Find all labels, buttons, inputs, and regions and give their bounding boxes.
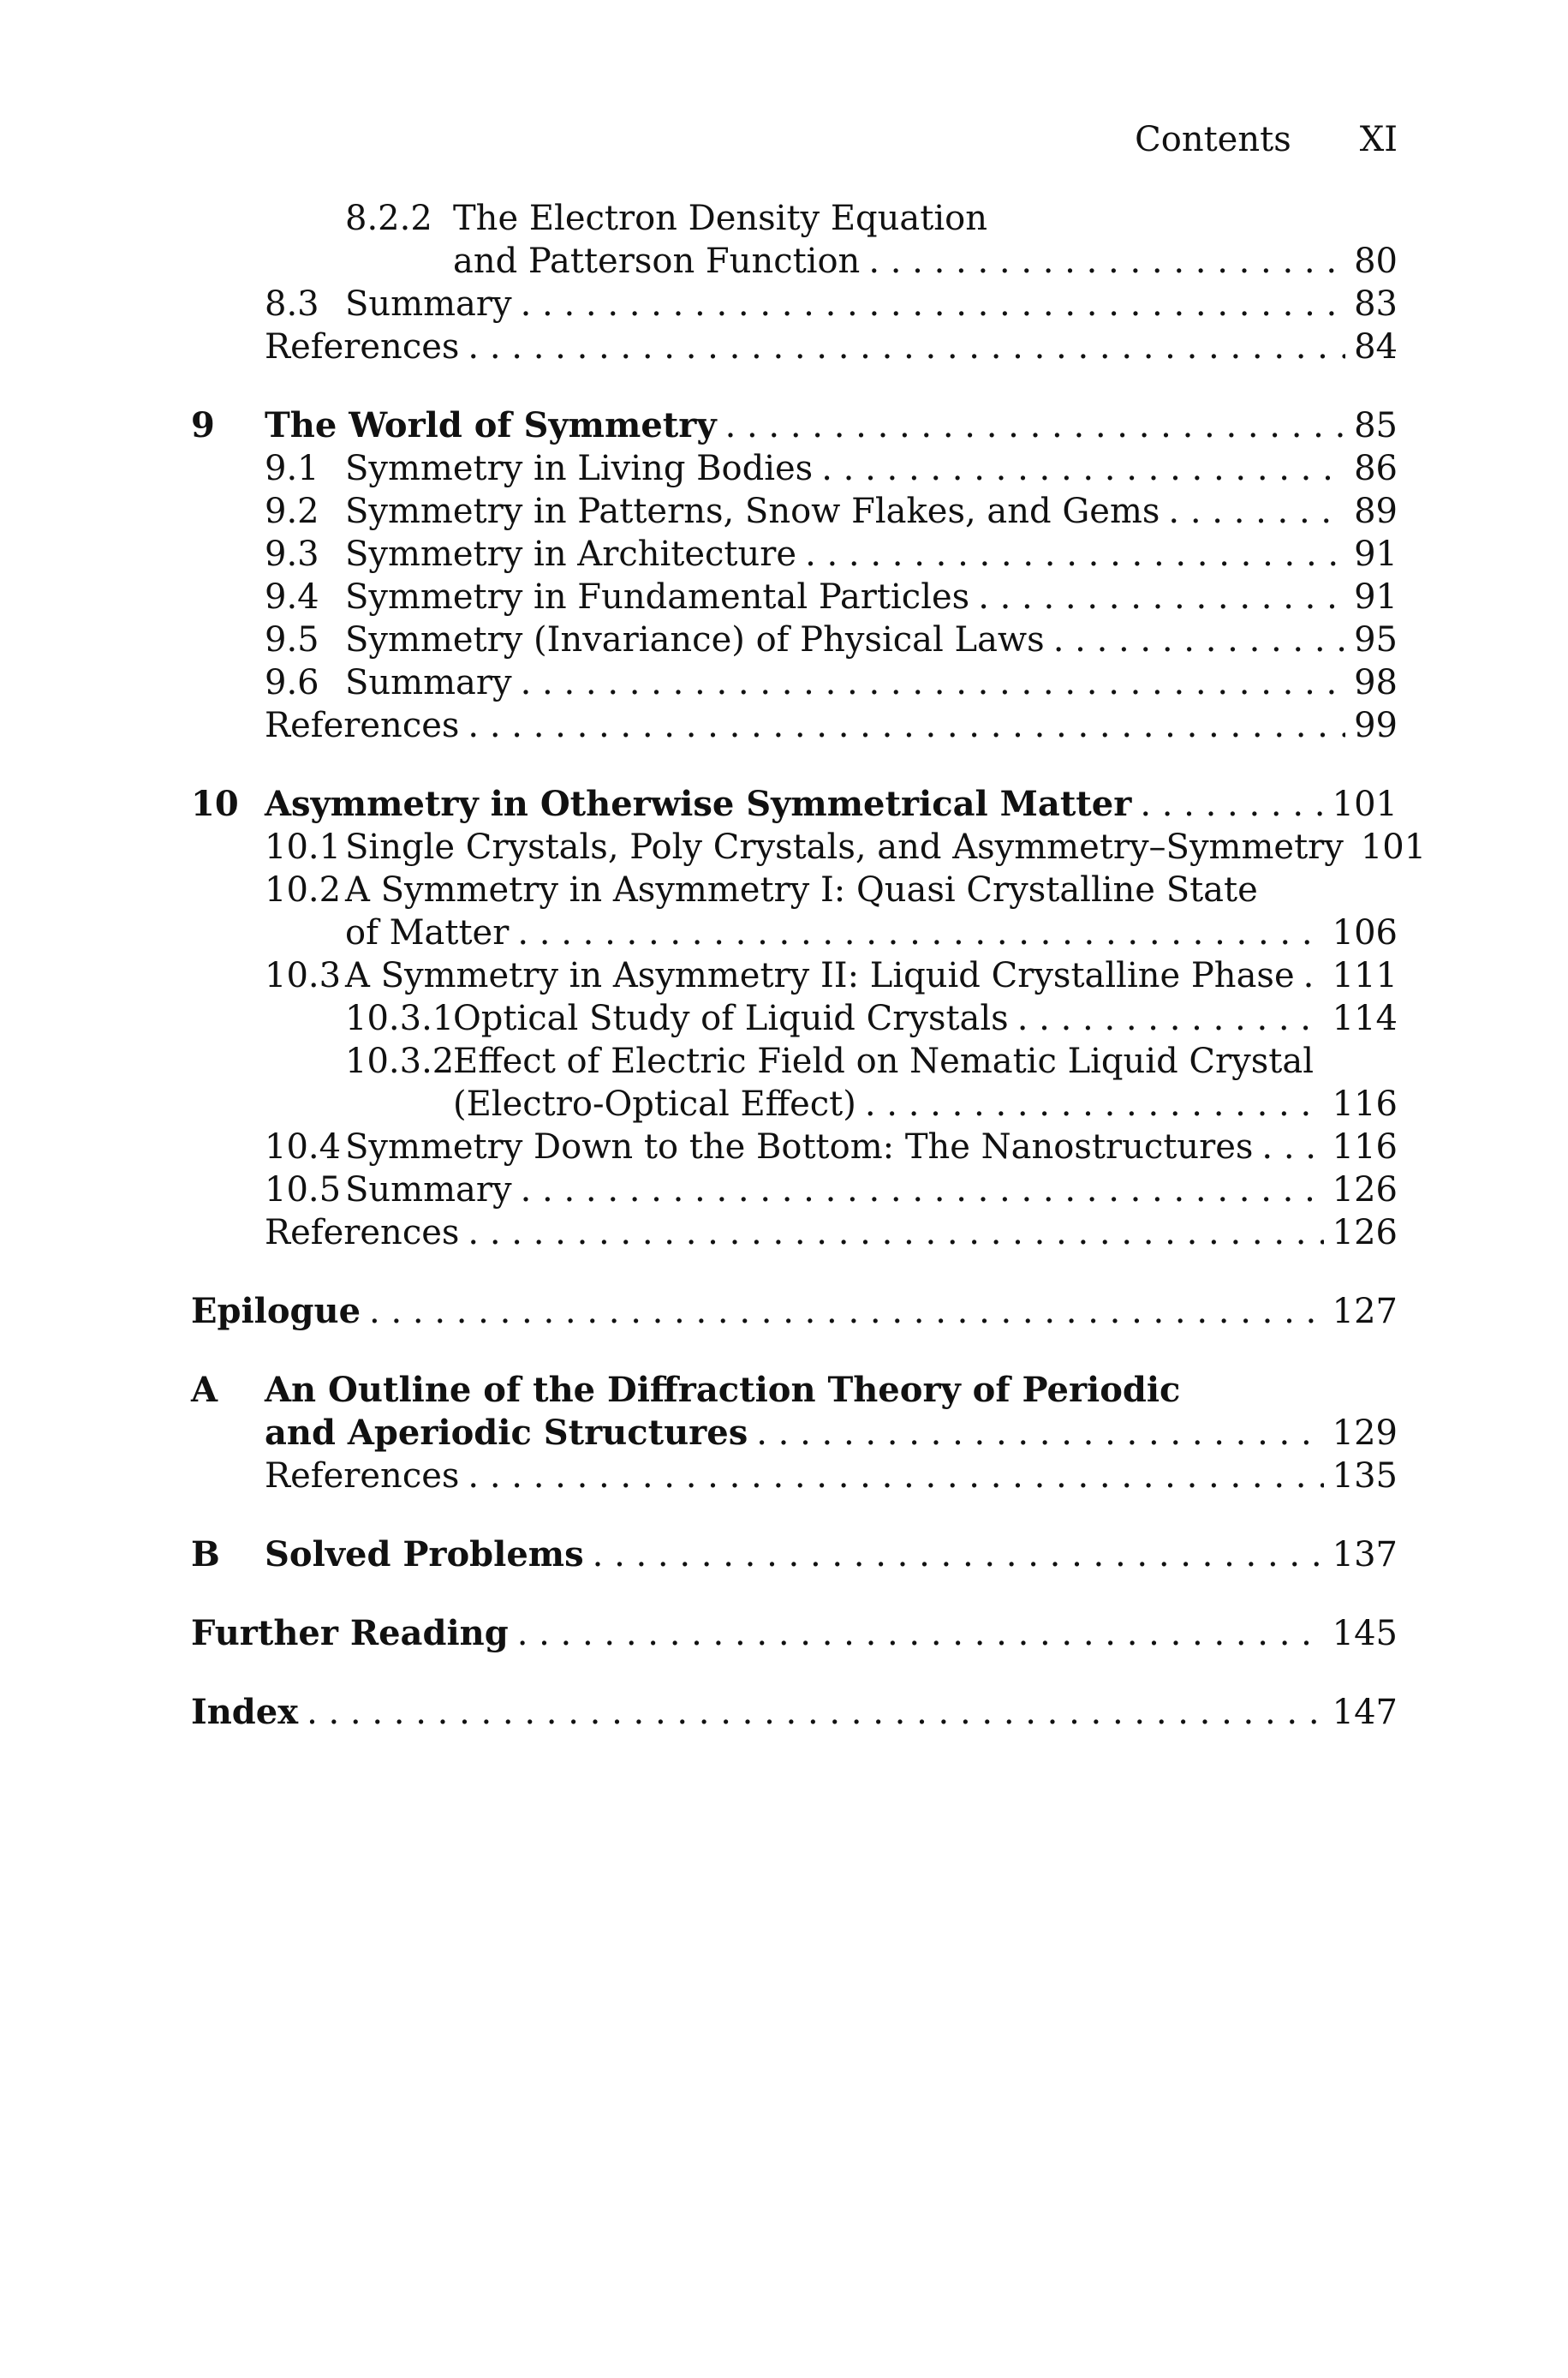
running-header bbox=[191, 120, 1398, 159]
toc-entry-9-1[interactable] bbox=[191, 447, 1398, 490]
toc-page: 127 bbox=[1332, 1292, 1398, 1331]
toc-leader bbox=[517, 911, 1323, 954]
toc-page: 116 bbox=[1332, 1084, 1398, 1124]
toc-title: Further Reading bbox=[191, 1613, 509, 1653]
toc-entry-9-references[interactable] bbox=[191, 704, 1398, 747]
toc-leader bbox=[468, 1211, 1323, 1254]
toc-title: Epilogue bbox=[191, 1291, 361, 1331]
toc-entry-10-3-1[interactable] bbox=[191, 997, 1398, 1040]
toc-number: 10.3 bbox=[265, 956, 342, 995]
toc-title: and Patterson Function bbox=[453, 242, 861, 281]
toc-appendix-a-cont[interactable] bbox=[191, 1412, 1398, 1455]
toc-appendix-b[interactable] bbox=[191, 1533, 1398, 1576]
toc-entry-9-2[interactable] bbox=[191, 490, 1398, 533]
toc-page: 137 bbox=[1332, 1535, 1398, 1574]
toc-further-reading[interactable] bbox=[191, 1612, 1398, 1655]
toc-leader bbox=[1168, 490, 1345, 533]
toc-leader bbox=[521, 283, 1346, 326]
toc-page: 145 bbox=[1332, 1614, 1398, 1653]
toc-title: A Symmetry in Asymmetry I: Quasi Crystalline State bbox=[345, 870, 1258, 910]
toc-entry-9-5[interactable] bbox=[191, 618, 1398, 661]
toc-page: 135 bbox=[1332, 1456, 1398, 1496]
toc-title: Single Crystals, Poly Crystals, and Asymmetry–Symmetry bbox=[345, 828, 1344, 867]
toc-page: 116 bbox=[1332, 1127, 1398, 1167]
toc-chapter-10[interactable] bbox=[191, 783, 1398, 826]
toc-title: The World of Symmetry bbox=[265, 405, 717, 445]
toc-leader bbox=[821, 447, 1345, 490]
toc-number: 10 bbox=[191, 784, 239, 824]
toc-index[interactable] bbox=[191, 1691, 1398, 1734]
toc-title: The Electron Density Equation bbox=[453, 199, 987, 238]
toc-leader bbox=[307, 1691, 1324, 1734]
toc-title: Summary bbox=[345, 284, 512, 324]
toc-entry-a-references[interactable] bbox=[191, 1455, 1398, 1497]
toc-page: 91 bbox=[1354, 535, 1398, 574]
toc-title: Symmetry in Fundamental Particles bbox=[345, 577, 970, 617]
toc-number: B bbox=[191, 1534, 220, 1574]
toc-number: 9.4 bbox=[265, 577, 319, 617]
toc-leader bbox=[1053, 618, 1345, 661]
toc-leader bbox=[756, 1412, 1323, 1455]
toc-leader bbox=[978, 576, 1345, 618]
toc-leader bbox=[521, 1168, 1324, 1211]
toc-title: (Electro-Optical Effect) bbox=[453, 1084, 856, 1124]
toc-page: 111 bbox=[1332, 956, 1398, 995]
toc-number: 8.3 bbox=[265, 284, 319, 324]
toc-page: 126 bbox=[1332, 1213, 1398, 1252]
toc-leader bbox=[521, 661, 1346, 704]
table-of-contents bbox=[191, 197, 1427, 1734]
toc-leader bbox=[725, 404, 1346, 447]
toc-entry-10-4[interactable] bbox=[191, 1126, 1398, 1168]
toc-title: A Symmetry in Asymmetry II: Liquid Crystalline Phase bbox=[345, 956, 1295, 995]
toc-title: References bbox=[265, 327, 460, 367]
toc-page: 147 bbox=[1332, 1693, 1398, 1732]
toc-number: 9.2 bbox=[265, 492, 319, 531]
toc-entry-8-references[interactable] bbox=[191, 326, 1398, 368]
toc-leader bbox=[468, 704, 1345, 747]
toc-leader bbox=[1140, 783, 1323, 826]
toc-entry-8-3[interactable] bbox=[191, 283, 1398, 326]
toc-entry-8-2-2-cont[interactable] bbox=[191, 240, 1398, 283]
toc-title: Index bbox=[191, 1692, 299, 1732]
toc-page: 85 bbox=[1354, 406, 1398, 445]
toc-page: 129 bbox=[1332, 1413, 1398, 1453]
toc-entry-10-3-2-cont[interactable] bbox=[191, 1083, 1398, 1126]
toc-entry-8-2-2[interactable] bbox=[191, 197, 1398, 240]
toc-title: References bbox=[265, 1456, 460, 1496]
toc-title: References bbox=[265, 706, 460, 745]
toc-title: An Outline of the Diffraction Theory of Periodic bbox=[265, 1370, 1181, 1410]
toc-leader bbox=[468, 1455, 1323, 1497]
toc-number: 9.3 bbox=[265, 535, 319, 574]
toc-number: A bbox=[191, 1370, 218, 1410]
toc-leader bbox=[865, 1083, 1324, 1126]
toc-leader bbox=[517, 1612, 1324, 1655]
toc-page: 95 bbox=[1354, 620, 1398, 660]
toc-title: Effect of Electric Field on Nematic Liquid Crystal bbox=[453, 1042, 1314, 1081]
toc-page: 98 bbox=[1354, 663, 1398, 702]
toc-entry-10-1[interactable] bbox=[191, 826, 1427, 869]
toc-leader bbox=[1017, 997, 1324, 1040]
toc-entry-10-3[interactable] bbox=[191, 954, 1398, 997]
toc-number: 9.6 bbox=[265, 663, 319, 702]
toc-title: and Aperiodic Structures bbox=[265, 1413, 748, 1453]
toc-entry-9-6[interactable] bbox=[191, 661, 1398, 704]
toc-page: 84 bbox=[1354, 327, 1398, 367]
toc-page: 106 bbox=[1332, 913, 1398, 953]
toc-title: Summary bbox=[345, 663, 512, 702]
toc-title: of Matter bbox=[345, 913, 510, 953]
toc-page: 83 bbox=[1354, 284, 1398, 324]
toc-title: Symmetry in Living Bodies bbox=[345, 449, 814, 488]
toc-number: 10.3.2 bbox=[345, 1042, 455, 1081]
toc-number: 10.1 bbox=[265, 828, 342, 867]
toc-title: Summary bbox=[345, 1170, 512, 1210]
toc-epilogue[interactable] bbox=[191, 1290, 1398, 1333]
toc-page: 80 bbox=[1354, 242, 1398, 281]
toc-number: 8.2.2 bbox=[345, 199, 432, 238]
toc-leader bbox=[1261, 1126, 1323, 1168]
toc-title: Symmetry in Architecture bbox=[345, 535, 797, 574]
toc-page: 114 bbox=[1332, 999, 1398, 1038]
toc-title: Symmetry in Patterns, Snow Flakes, and Gems bbox=[345, 492, 1160, 531]
toc-page: 126 bbox=[1332, 1170, 1398, 1210]
toc-leader bbox=[369, 1290, 1324, 1333]
toc-number: 9.1 bbox=[265, 449, 319, 488]
header-page-number: XI bbox=[1359, 120, 1398, 159]
header-section: Contents bbox=[1135, 120, 1291, 159]
toc-page: 101 bbox=[1332, 785, 1398, 824]
toc-entry-10-5[interactable] bbox=[191, 1168, 1398, 1211]
toc-entry-10-3-2[interactable] bbox=[191, 1040, 1398, 1083]
toc-page: 99 bbox=[1354, 706, 1398, 745]
toc-number: 9 bbox=[191, 405, 215, 445]
toc-title: Asymmetry in Otherwise Symmetrical Matter bbox=[265, 784, 1132, 824]
toc-number: 10.2 bbox=[265, 870, 342, 910]
toc-leader bbox=[593, 1533, 1324, 1576]
toc-chapter-9[interactable] bbox=[191, 404, 1398, 447]
toc-entry-10-2[interactable] bbox=[191, 869, 1398, 911]
toc-page: 101 bbox=[1360, 828, 1427, 867]
toc-title: Symmetry Down to the Bottom: The Nanostructures bbox=[345, 1127, 1254, 1167]
toc-title: Symmetry (Invariance) of Physical Laws bbox=[345, 620, 1045, 660]
toc-entry-9-3[interactable] bbox=[191, 533, 1398, 576]
toc-appendix-a[interactable] bbox=[191, 1369, 1398, 1412]
toc-number: 10.4 bbox=[265, 1127, 342, 1167]
toc-page: 91 bbox=[1354, 577, 1398, 617]
toc-page: 89 bbox=[1354, 492, 1398, 531]
toc-number: 10.5 bbox=[265, 1170, 342, 1210]
toc-entry-9-4[interactable] bbox=[191, 576, 1398, 618]
toc-title: Optical Study of Liquid Crystals bbox=[453, 999, 1009, 1038]
toc-leader bbox=[468, 326, 1345, 368]
toc-leader bbox=[805, 533, 1345, 576]
toc-leader bbox=[868, 240, 1345, 283]
toc-number: 9.5 bbox=[265, 620, 319, 660]
toc-leader bbox=[1303, 954, 1324, 997]
toc-page: 86 bbox=[1354, 449, 1398, 488]
toc-number: 10.3.1 bbox=[345, 999, 455, 1038]
toc-title: Solved Problems bbox=[265, 1534, 584, 1574]
toc-entry-10-2-cont[interactable] bbox=[191, 911, 1398, 954]
toc-title: References bbox=[265, 1213, 460, 1252]
toc-entry-10-references[interactable] bbox=[191, 1211, 1398, 1254]
